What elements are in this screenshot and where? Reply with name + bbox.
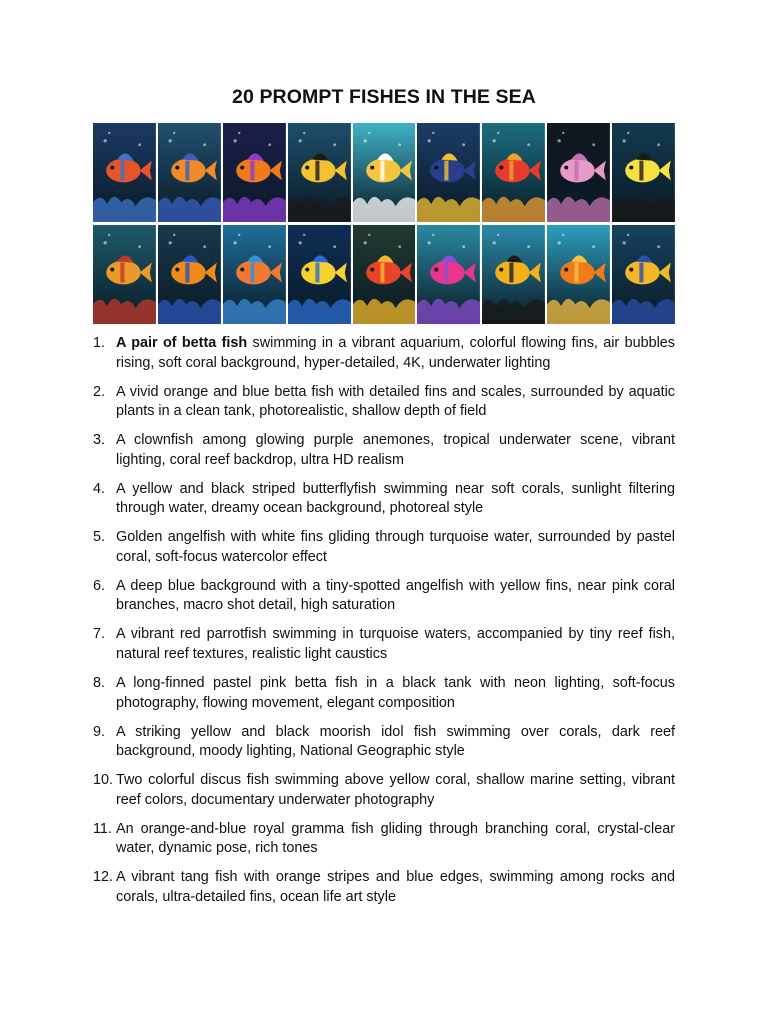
list-number: 1.	[93, 335, 106, 351]
prompt-lead-text: A pair of betta fish	[116, 335, 248, 351]
prompt-list-item	[93, 625, 675, 664]
orange-school-image	[547, 225, 610, 324]
prompt-text: An orange-and-blue royal gramma fish gliding through branching coral, crystal-clear water, dynamic pose, rich tones	[116, 820, 675, 857]
spotted-angelfish-image	[417, 123, 480, 222]
list-number: 6.	[93, 577, 106, 594]
tang-image	[223, 225, 286, 324]
prompt-list-item	[93, 674, 675, 713]
pink-fish-image	[417, 225, 480, 324]
yellow-fish-image	[482, 225, 545, 324]
parrotfish-image	[482, 123, 545, 222]
angelfish-image	[353, 123, 416, 222]
prompt-list-item	[93, 528, 675, 567]
prompt-text: Golden angelfish with white fins gliding through turquoise water, surrounded by pastel coral, soft-focus watercolor effect	[116, 529, 675, 565]
blue-yellow-fish-image	[612, 225, 675, 324]
prompt-list-item	[93, 771, 675, 810]
prompt-list-item	[93, 334, 675, 373]
prompt-text: swimming in a vibrant aquarium, colorful flowing fins, air bubbles rising, soft coral background, hyper-detailed, 4K, underwater lighting	[116, 335, 675, 371]
moorish-idol-image	[612, 123, 675, 222]
prompt-text: A vibrant tang fish with orange stripes and blue edges, swimming among rocks and corals, ultra-detailed fins, ocean life art style	[116, 869, 675, 905]
prompt-list-item	[93, 577, 675, 616]
list-number: 7.	[93, 626, 106, 643]
prompt-list-item	[93, 431, 675, 470]
prompt-list-item	[93, 868, 675, 907]
orange-blue-betta-image	[158, 123, 221, 222]
betta-pair-image	[93, 123, 156, 222]
clownfish-image	[223, 123, 286, 222]
list-number: 9.	[93, 723, 106, 740]
butterflyfish-image	[288, 123, 351, 222]
prompt-text: A clownfish among glowing purple anemones, tropical underwater scene, vibrant lighting, coral reef backdrop, ultra HD realism	[116, 432, 675, 468]
royal-gramma-image	[158, 225, 221, 324]
pink-betta-image	[547, 123, 610, 222]
list-number: 10.	[93, 772, 114, 789]
yellow-tang-image	[288, 225, 351, 324]
prompt-text: A deep blue background with a tiny-spotted angelfish with yellow fins, near pink coral branches, macro shot detail, high saturation	[116, 577, 675, 614]
prompt-list	[93, 334, 675, 917]
prompt-list-item	[93, 480, 675, 519]
page-title: 20 PROMPT FISHES IN THE SEA	[232, 86, 536, 108]
list-number: 4.	[93, 480, 106, 497]
prompt-text: A yellow and black striped butterflyfish swimming near soft corals, sunlight filtering through water, dreamy ocean background, photoreal style	[116, 480, 675, 517]
prompt-list-item	[93, 723, 675, 762]
prompt-text: A vivid orange and blue betta fish with detailed fins and scales, surrounded by aquatic plants in a clean tank, photorealistic, shallow depth of field	[116, 383, 675, 420]
prompt-text: A vibrant red parrotfish swimming in turquoise waters, accompanied by tiny reef fish, natural reef textures, realistic light caustics	[116, 626, 675, 663]
list-number: 12.	[93, 869, 114, 886]
prompt-list-item	[93, 383, 675, 422]
list-number: 11.	[93, 820, 112, 837]
list-number: 3.	[93, 432, 106, 449]
red-fish-image	[353, 225, 416, 324]
prompt-text: Two colorful discus fish swimming above yellow coral, shallow marine setting, vibrant reef colors, documentary underwater photography	[116, 772, 675, 808]
list-number: 2.	[93, 383, 106, 400]
prompt-list-item	[93, 820, 675, 859]
fish-image-gallery	[93, 123, 675, 324]
list-number: 5.	[93, 529, 106, 546]
prompt-text: A striking yellow and black moorish idol fish swimming over corals, dark reef background, moody lighting, National Geographic style	[116, 723, 675, 760]
prompt-text: A long-finned pastel pink betta fish in a black tank with neon lighting, soft-focus photography, flowing movement, elegant composition	[116, 675, 675, 711]
list-number: 8.	[93, 675, 106, 692]
discus-image	[93, 225, 156, 324]
